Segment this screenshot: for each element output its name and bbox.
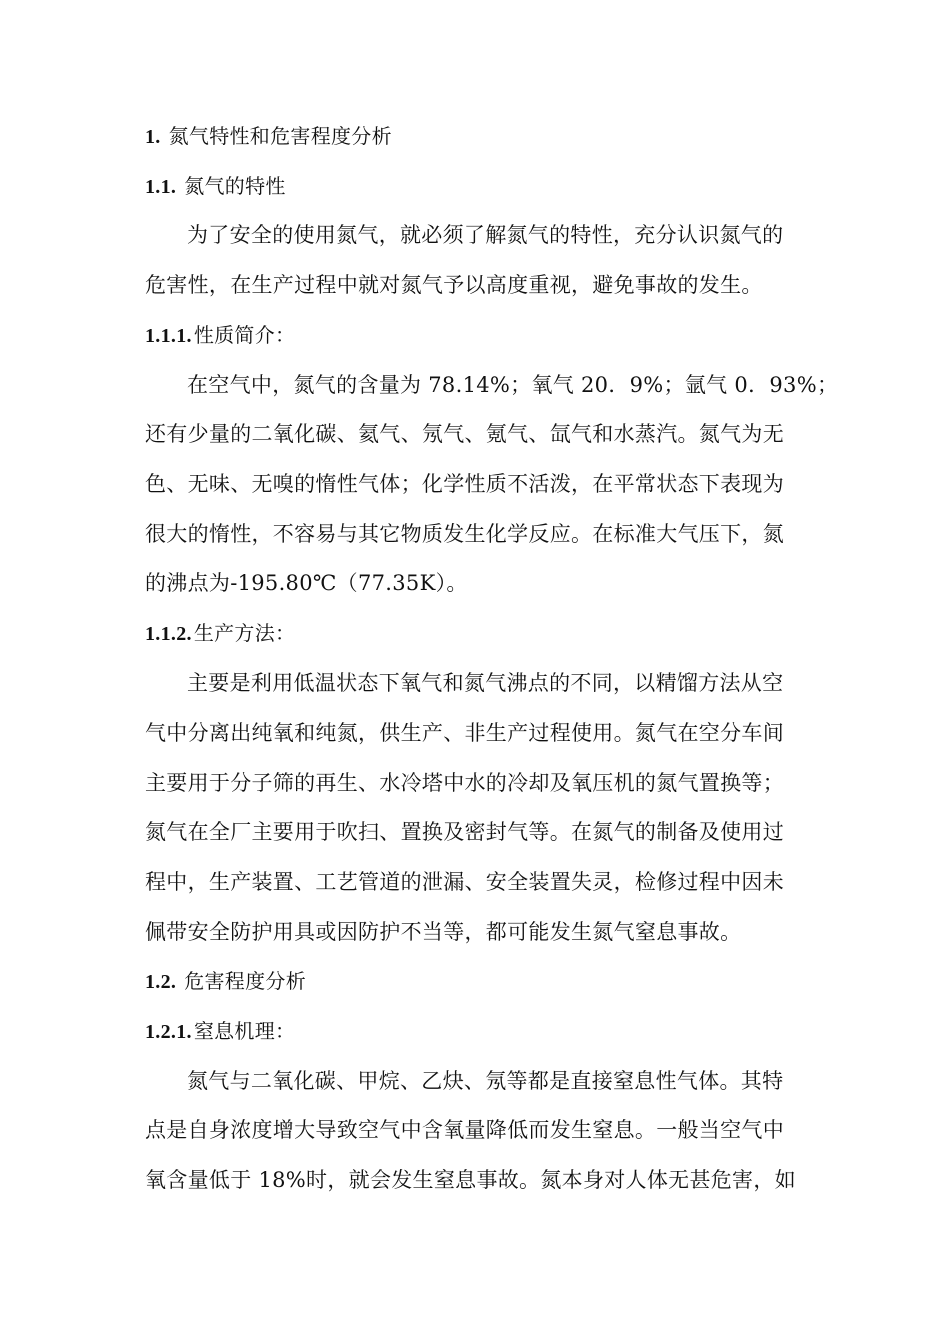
section-number: 1.2.1. [145, 1021, 192, 1043]
section-heading-1-2-1 [145, 1019, 810, 1044]
section-number: 1. [145, 126, 161, 148]
paragraph-line: 还有少量的二氧化碳、氦气、氖气、氪气、氙气和水蒸汽。氮气为无 [145, 422, 784, 446]
paragraph-line: 主要是利用低温状态下氧气和氮气沸点的不同，以精馏方法从空 [187, 671, 784, 695]
section-number: 1.1. [145, 176, 177, 198]
section-number: 1.1.1. [145, 325, 192, 347]
section-heading-1-1 [145, 174, 810, 199]
paragraph-line: 点是自身浓度增大导致空气中含氧量降低而发生窒息。一般当空气中 [145, 1118, 784, 1142]
paragraph-line: 很大的惰性，不容易与其它物质发生化学反应。在标准大气压下，氮 [145, 522, 784, 546]
section-title: 性质简介： [193, 323, 296, 347]
paragraph-line: 佩带安全防护用具或因防护不当等，都可能发生氮气窒息事故。 [145, 920, 742, 944]
paragraph-line: 主要用于分子筛的再生、水冷塔中水的冷却及氧压机的氮气置换等； [145, 771, 784, 795]
section-title: 窒息机理： [193, 1019, 296, 1043]
section-title: 氮气特性和危害程度分析 [168, 124, 392, 148]
section-heading-1 [145, 124, 810, 149]
section-number: 1.1.2. [145, 623, 192, 645]
section-title: 氮气的特性 [184, 174, 286, 198]
section-heading-1-1-2 [145, 621, 810, 646]
paragraph-line: 氮气在全厂主要用于吹扫、置换及密封气等。在氮气的制备及使用过 [145, 820, 784, 844]
section-heading-1-1-1 [145, 323, 810, 348]
section-number: 1.2. [145, 971, 177, 993]
paragraph-line: 危害性，在生产过程中就对氮气予以高度重视，避免事故的发生。 [145, 273, 763, 297]
section-title: 生产方法： [193, 621, 296, 645]
paragraph-line: 氧含量低于 18%时，就会发生窒息事故。氮本身对人体无甚危害，如 [145, 1168, 796, 1192]
paragraph-line: 程中，生产装置、工艺管道的泄漏、安全装置失灵，检修过程中因未 [145, 870, 784, 894]
paragraph-line: 在空气中，氮气的含量为 78.14%；氧气 20．9%；氩气 0．93%； [187, 373, 839, 397]
paragraph-line: 为了安全的使用氮气，就必须了解氮气的特性，充分认识氮气的 [187, 223, 784, 247]
paragraph-line: 气中分离出纯氧和纯氮，供生产、非生产过程使用。氮气在空分车间 [145, 721, 784, 745]
paragraph-line: 氮气与二氧化碳、甲烷、乙炔、氖等都是直接窒息性气体。其特 [187, 1069, 784, 1093]
section-title: 危害程度分析 [184, 969, 307, 993]
paragraph-line: 的沸点为-195.80℃（77.35K）。 [145, 571, 468, 595]
paragraph-line: 色、无味、无嗅的惰性气体；化学性质不活泼，在平常状态下表现为 [145, 472, 784, 496]
section-heading-1-2 [145, 969, 810, 994]
